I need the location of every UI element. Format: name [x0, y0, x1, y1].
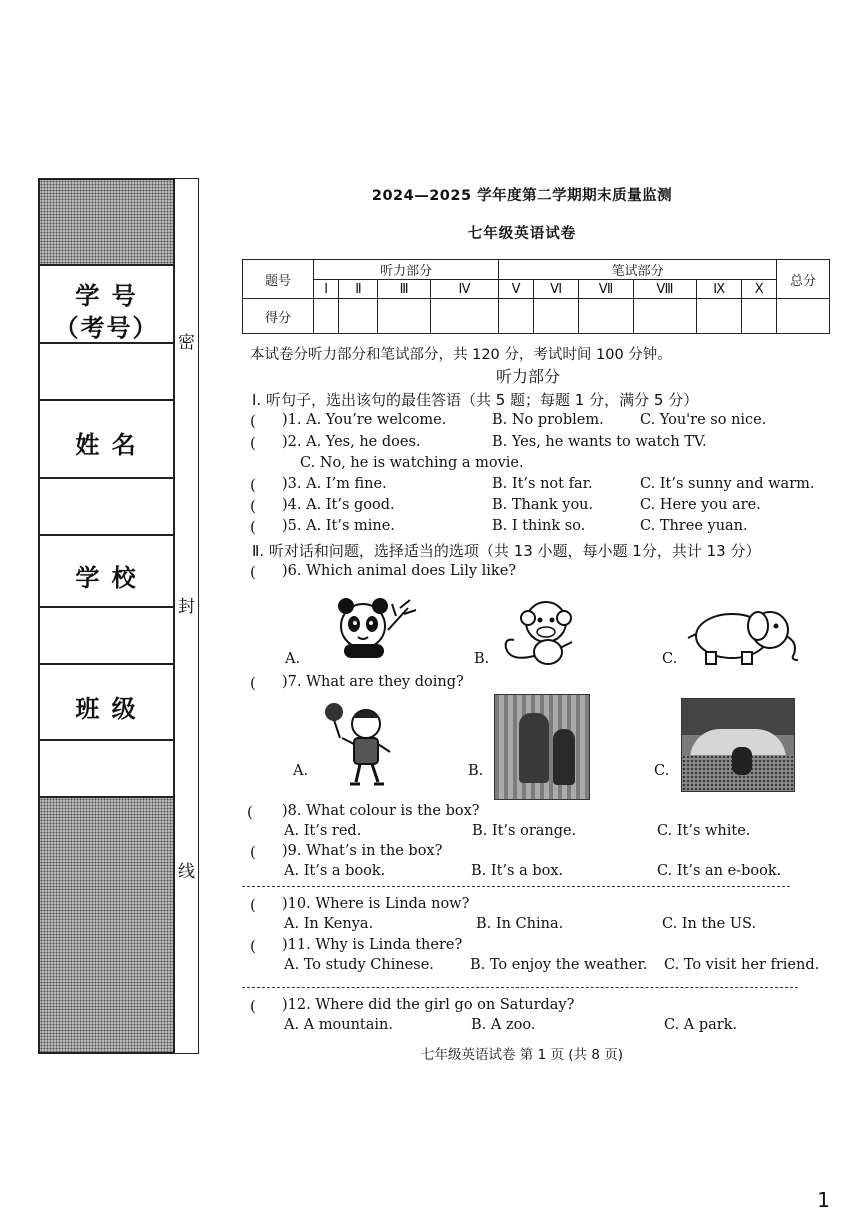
seal-char-feng: 封 [178, 597, 195, 617]
q2-option-a: )2. A. Yes, he does. [282, 434, 421, 450]
school-label: 学 校 [75, 564, 138, 592]
total-header: 总分 [777, 260, 830, 299]
q3-option-a: )3. A. I’m fine. [282, 476, 387, 492]
q5-option-a: )5. A. It’s mine. [282, 518, 395, 534]
name-label: 姓 名 [75, 431, 138, 459]
q8-option-c: C. It’s white. [657, 823, 751, 839]
q12-option-c: C. A park. [664, 1017, 738, 1033]
numeral-cell: Ⅹ [742, 280, 777, 299]
name-field[interactable] [40, 477, 173, 534]
class-field[interactable] [40, 739, 173, 796]
class-cell [40, 663, 173, 739]
girl-picture [320, 698, 406, 790]
q1-option-b: B. No problem. [492, 412, 604, 428]
q7-label-a: A. [293, 763, 309, 779]
q9-option-b: B. It’s a box. [471, 863, 564, 879]
section-1-heading: Ⅰ. 听句子，选出该句的最佳答语（共 5 题；每题 1 分，满分 5 分） [252, 391, 699, 409]
q5-option-b: B. I think so. [492, 518, 586, 534]
seal-char-xian: 线 [178, 862, 195, 882]
exam-subtitle: 七年级英语试卷 [467, 226, 577, 242]
name-cell [40, 399, 173, 477]
student-id-cell [40, 264, 173, 342]
listening-part-header: 听力部分 [314, 260, 499, 280]
score-table [242, 259, 830, 334]
panda-picture [330, 590, 422, 664]
school-field[interactable] [40, 606, 173, 663]
q6-label-a: A. [285, 651, 301, 667]
score-field[interactable] [314, 299, 339, 334]
q1-option-a: )1. A. You’re welcome. [282, 412, 447, 428]
q10-option-b: B. In China. [476, 916, 564, 932]
q11-option-b: B. To enjoy the weather. [470, 957, 648, 973]
q10-option-a: A. In Kenya. [284, 916, 374, 932]
q10-stem: )10. Where is Linda now? [282, 896, 470, 912]
q6-label-c: C. [662, 651, 678, 667]
q8-option-a: A. It’s red. [284, 823, 362, 839]
score-field[interactable] [499, 299, 534, 334]
listening-section-title: 听力部分 [496, 367, 561, 386]
q2-option-b: B. Yes, he wants to watch TV. [492, 434, 707, 450]
score-field[interactable] [533, 299, 578, 334]
q3-option-b: B. It’s not far. [492, 476, 593, 492]
q3-option-c: C. It’s sunny and warm. [640, 476, 815, 492]
q4-option-b: B. Thank you. [492, 497, 594, 513]
score-row-label: 得分 [243, 299, 314, 334]
score-field[interactable] [633, 299, 696, 334]
score-field[interactable] [697, 299, 742, 334]
q1-option-c: C. You're so nice. [640, 412, 767, 428]
q8-stem: )8. What colour is the box? [282, 803, 480, 819]
score-field[interactable] [742, 299, 777, 334]
score-field[interactable] [579, 299, 633, 334]
q12-option-a: A. A mountain. [284, 1017, 393, 1033]
numeral-cell: Ⅶ [579, 280, 633, 299]
exam-title: 2024—2025 学年度第二学期期末质量监测 [371, 188, 673, 204]
elephant-picture [686, 600, 810, 668]
q6-label-b: B. [474, 651, 490, 667]
dashed-divider [242, 886, 790, 887]
numeral-cell: Ⅳ [430, 280, 498, 299]
student-id-field[interactable] [40, 342, 173, 399]
q4-option-c: C. Here you are. [640, 497, 761, 513]
binding-strip [38, 178, 175, 1054]
q12-stem: )12. Where did the girl go on Saturday? [282, 997, 575, 1013]
q9-option-c: C. It’s an e-book. [657, 863, 782, 879]
monkey-picture [496, 596, 584, 668]
item-number-header: 题号 [243, 260, 314, 299]
q11-option-c: C. To visit her friend. [664, 957, 820, 973]
numeral-cell: Ⅷ [633, 280, 696, 299]
student-id-label: 学 号 [75, 282, 138, 310]
writing-part-header: 笔试部分 [499, 260, 777, 280]
dashed-divider [242, 987, 798, 988]
q12-option-b: B. A zoo. [471, 1017, 536, 1033]
q8-option-b: B. It’s orange. [472, 823, 577, 839]
exam-number-label: （考号） [54, 314, 159, 342]
q7-stem: )7. What are they doing? [282, 674, 464, 690]
numeral-cell: Ⅰ [314, 280, 339, 299]
numeral-cell: Ⅵ [533, 280, 578, 299]
q2-option-c: C. No, he is watching a movie. [300, 455, 524, 471]
exam-instructions: 本试卷分听力部分和笔试部分，共 120 分，考试时间 100 分钟。 [250, 347, 672, 363]
numeral-cell: Ⅸ [697, 280, 742, 299]
hatched-block-top [40, 180, 173, 264]
q4-option-a: )4. A. It’s good. [282, 497, 395, 513]
score-field[interactable] [378, 299, 430, 334]
score-field[interactable] [430, 299, 498, 334]
numeral-cell: Ⅱ [339, 280, 378, 299]
seal-char-mi: 密 [178, 333, 195, 353]
q7-label-c: C. [654, 763, 670, 779]
page-number: 1 [817, 1188, 830, 1212]
score-field[interactable] [339, 299, 378, 334]
q5-option-c: C. Three yuan. [640, 518, 748, 534]
q10-option-c: C. In the US. [662, 916, 757, 932]
q7-label-b: B. [468, 763, 484, 779]
q9-stem: )9. What’s in the box? [282, 843, 443, 859]
q11-stem: )11. Why is Linda there? [282, 937, 463, 953]
q11-option-a: A. To study Chinese. [284, 957, 434, 973]
class-label: 班 级 [75, 695, 138, 723]
total-score-field[interactable] [777, 299, 830, 334]
q6-stem: )6. Which animal does Lily like? [282, 563, 517, 579]
numeral-cell: Ⅲ [378, 280, 430, 299]
q9-option-a: A. It’s a book. [284, 863, 386, 879]
section-2-heading: Ⅱ. 听对话和问题，选择适当的选项（共 13 小题，每小题 1分，共计 13 分） [252, 542, 761, 560]
outdoor-photo [681, 698, 795, 792]
shopping-photo [494, 694, 590, 800]
school-cell [40, 534, 173, 606]
hatched-block-bottom [40, 796, 173, 1052]
page-footer: 七年级英语试卷 第 1 页 (共 8 页) [421, 1047, 623, 1063]
numeral-cell: Ⅴ [499, 280, 534, 299]
